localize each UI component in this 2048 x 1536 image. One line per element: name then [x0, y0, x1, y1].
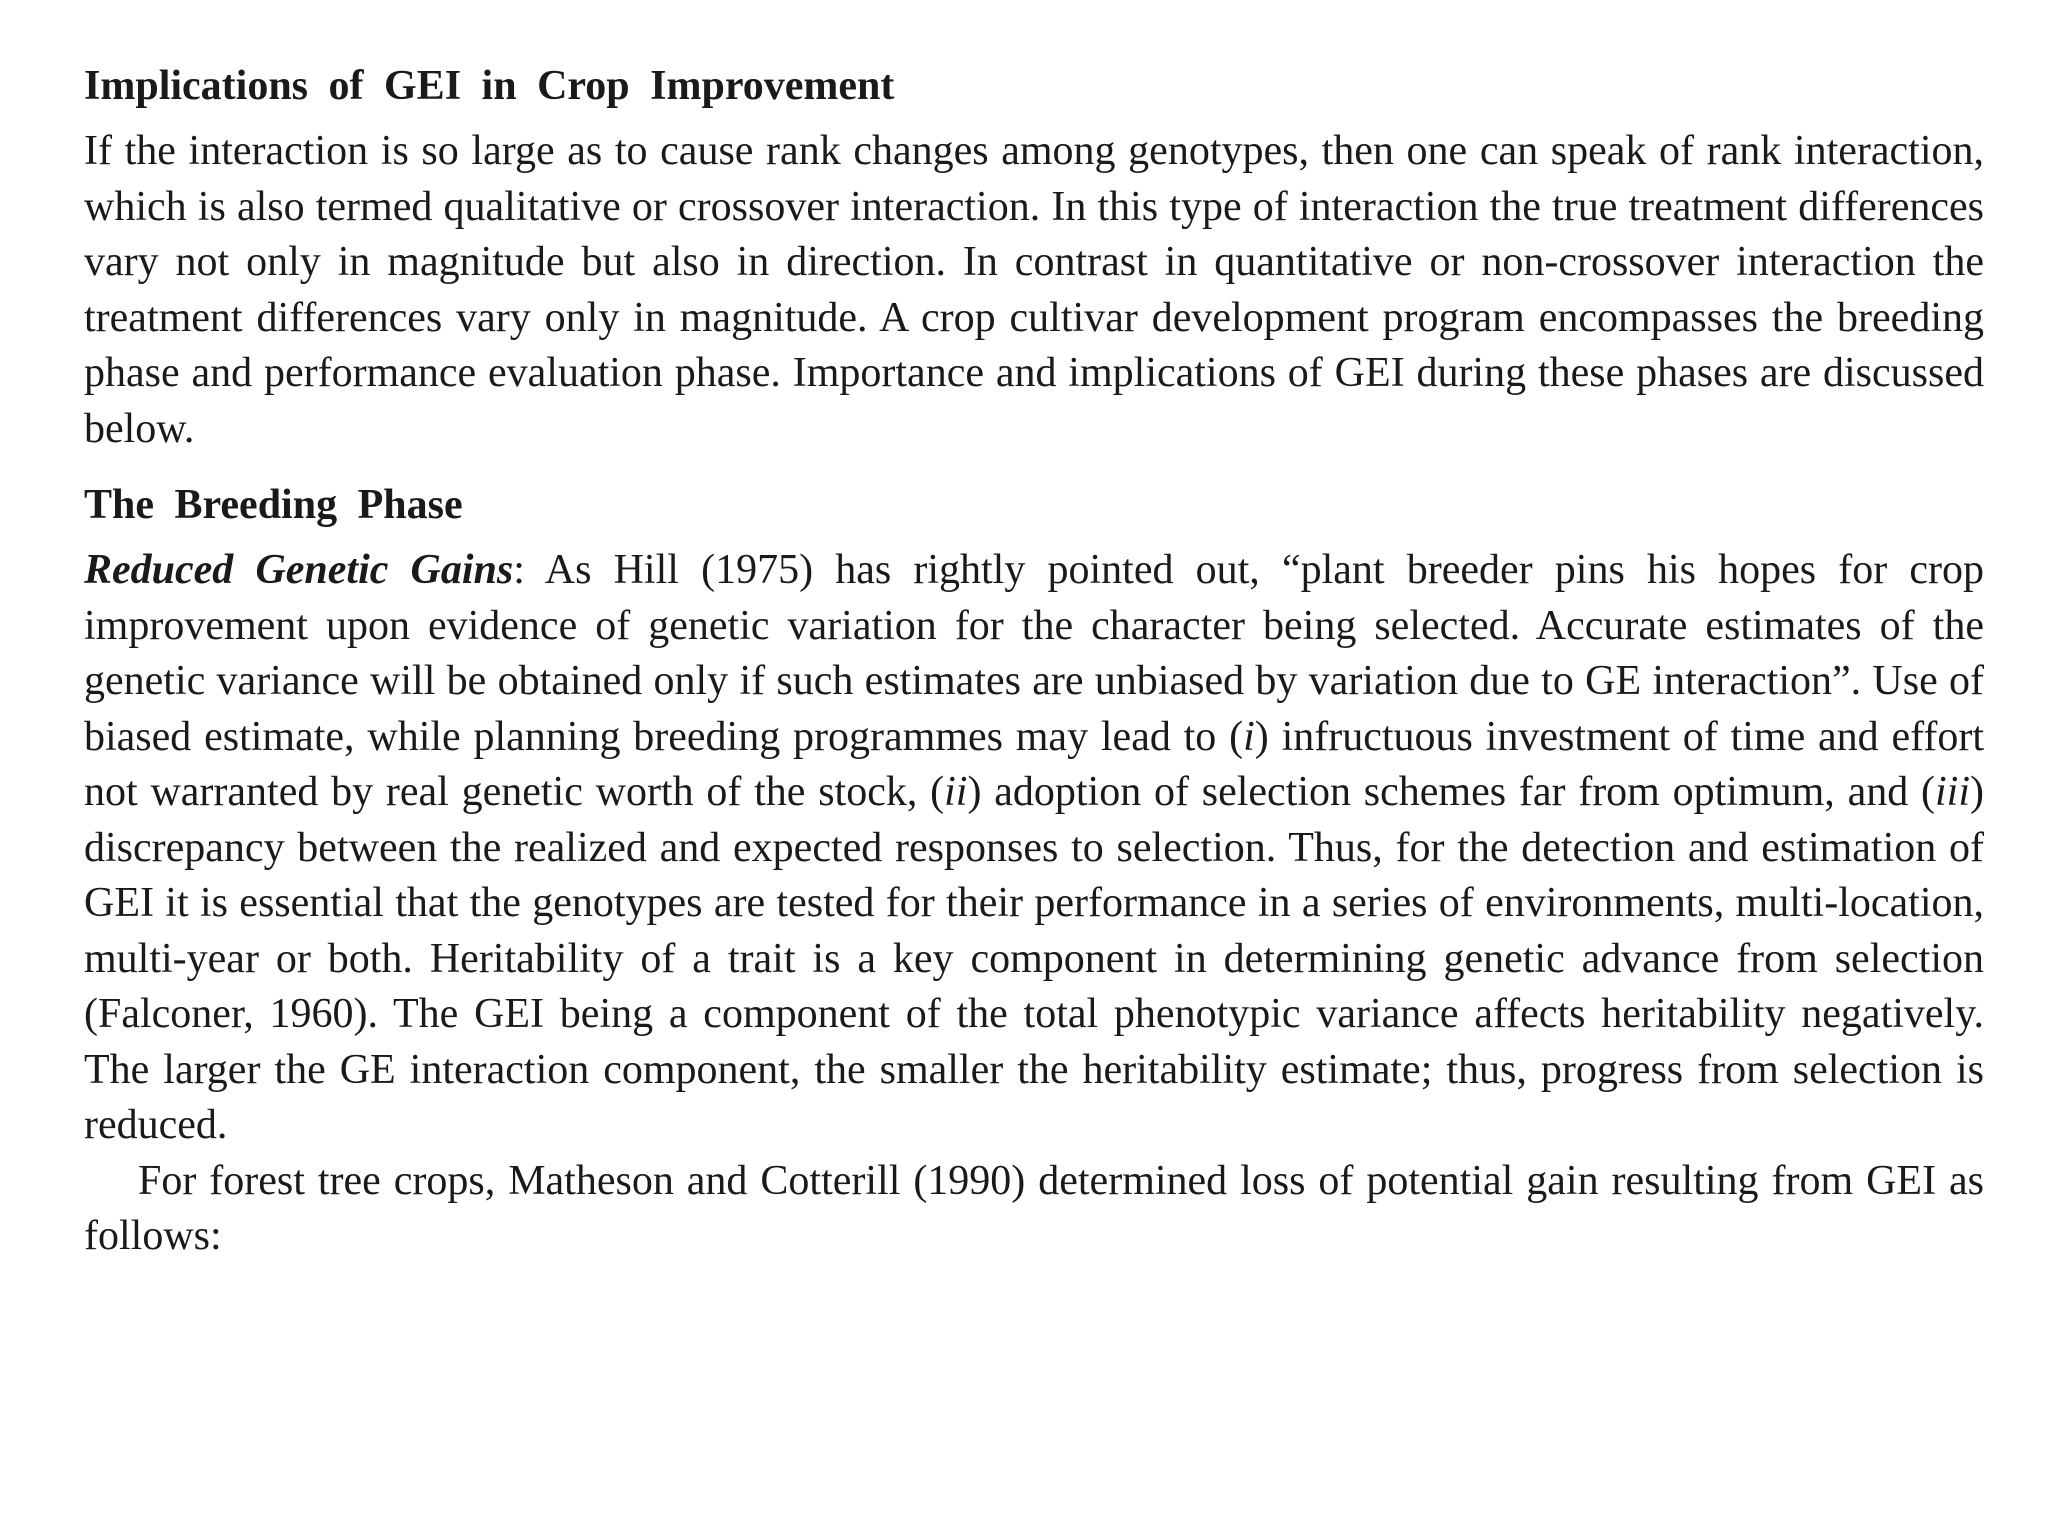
paragraph-implications: If the interaction is so large as to cause rank changes among genotypes, then one can speak of rank interaction, which is also termed qualitative or crossover interaction. In this type of interaction the true treatment differences vary not only in magnitude but also in direction. In contrast in quantitative or non-crossover interaction the treatment differences vary only in magnitude. A crop cultivar development program encompasses the breeding phase and performance evaluation phase. Importance and implications of GEI during these phases are discussed below. [84, 128, 1984, 452]
spacer [84, 114, 1984, 124]
roman-numeral: i [1243, 713, 1255, 760]
paragraph-reduced-genetic-gains [84, 543, 1984, 1154]
paragraph-lead-term: Reduced Genetic Gains [84, 547, 514, 593]
roman-numeral: ii [944, 769, 968, 815]
document-page [84, 58, 1984, 1265]
paragraph-forest-tree-crops: For forest tree crops, Matheson and Cotterill (1990) determined loss of potential gain resulting from GEI as follows: [84, 1157, 1984, 1259]
paragraph-text-part: ) adoption of selection schemes far from optimum, and ( [967, 769, 1935, 815]
roman-numeral: iii [1934, 769, 1970, 815]
section-heading-implications: Implications of GEI in Crop Improvement [84, 63, 895, 109]
section-heading-breeding-phase: The Breeding Phase [84, 482, 463, 528]
paragraph-text-part: ) infructuous investment of time and effort not warranted by real genetic worth of the stock, ( [84, 713, 1985, 815]
paragraph-text-part: : As Hill (1975) has rightly pointed out, “plant breeder pins his hopes for crop improvement upon evidence of genetic variation for the character being selected. Accurate estimates of the genetic variance will be obtained only if such estimates are unbiased by variation due to GE interaction”. Use of biased estimate, while planning breeding programmes may lead to ( [84, 547, 1984, 760]
paragraph-text-part: ) discrepancy between the realized and expected responses to selection. Thus, for the detection and estimation of GEI it is essential that the genotypes are tested for their performance in a series of environments, multi-location, multi-year or both. Heritability of a trait is a key component in determining genetic advance from selection (Falconer, 1960). The GEI being a component of the total phenotypic variance affects heritability negatively. The larger the GE interaction component, the smaller the heritability estimate; thus, progress from selection is reduced. [84, 769, 1984, 1148]
spacer [84, 533, 1984, 543]
spacer [84, 457, 1984, 477]
